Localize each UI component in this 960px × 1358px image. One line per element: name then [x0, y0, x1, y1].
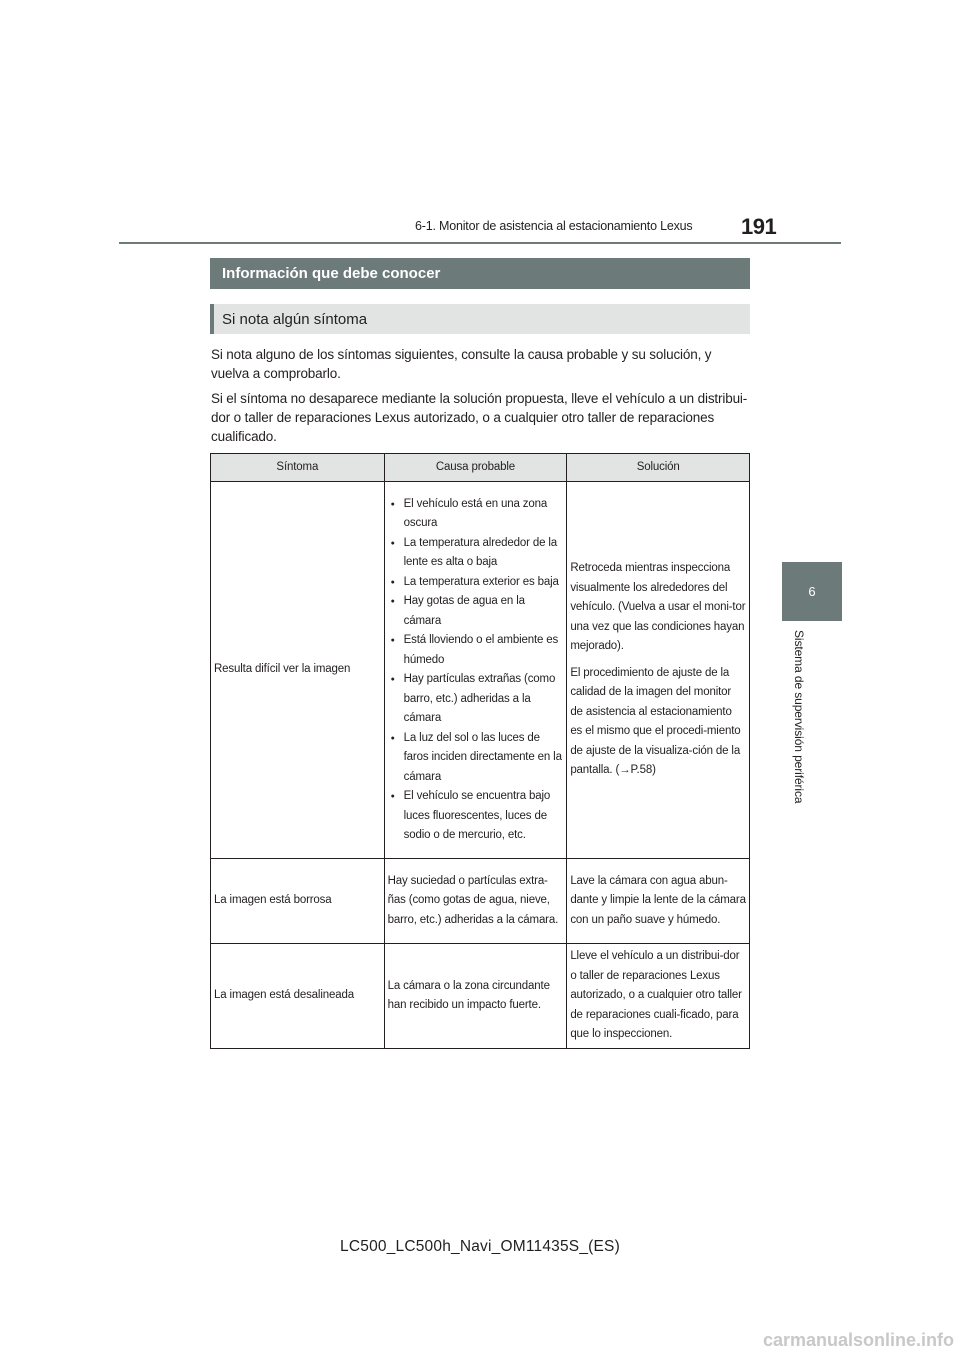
cause-cell: Hay suciedad o partículas extra-ñas (como gotas de agua, nieve, barro, etc.) adheridas a la cámara. [384, 859, 567, 944]
chapter-number: 6 [808, 584, 816, 599]
chapter-side-label: Sistema de supervisión periférica [792, 630, 806, 804]
subsection-heading [210, 304, 750, 334]
table-row [211, 859, 750, 944]
table-header-row [211, 454, 750, 482]
intro-paragraph: Si nota alguno de los síntomas siguientes, consulte la causa probable y su solución, y vuelva a comprobarlo. [211, 347, 712, 381]
solution-text: Retroceda mientras inspecciona visualmente los alrededores del vehículo. (Vuelva a usar el moni-tor una vez que las condiciones hayan mejorado). [570, 562, 746, 653]
list-item: ● La temperatura exterior es baja [388, 573, 564, 593]
subsection-title: Si nota algún síntoma [222, 310, 368, 328]
page-number: 191 [741, 214, 777, 239]
cause-cell: La cámara o la zona circundante han recibido un impacto fuerte. [384, 944, 567, 1049]
section-title: Información que debe conocer [222, 265, 441, 282]
site-watermark: carmanualsonline.info [762, 1330, 954, 1350]
header-section-title: 6-1. Monitor de asistencia al estacionamiento Lexus [415, 219, 693, 233]
manual-code: LC500_LC500h_Navi_OM11435S_(ES) [340, 1238, 620, 1255]
list-item: ● El vehículo está en una zona oscura [388, 495, 564, 534]
symptom-cell: Resulta difícil ver la imagen [211, 482, 385, 859]
cause-list [388, 495, 564, 846]
symptom-cell: La imagen está borrosa [211, 859, 385, 944]
symptom-cell: La imagen está desalineada [211, 944, 385, 1049]
header-symptom: Síntoma [211, 454, 385, 482]
section-heading [210, 258, 750, 289]
solution-cell: Lleve el vehículo a un distribui-dor o taller de reparaciones Lexus autorizado, o a cualquier otro taller de reparaciones cuali-ficado, para que lo inspeccionen. [567, 944, 750, 1049]
list-item: ● Hay partículas extrañas (como barro, etc.) adheridas a la cámara [388, 670, 564, 729]
advice-paragraph: Si el síntoma no desaparece mediante la solución propuesta, lleve el vehículo a un distribui-dor o taller de reparaciones Lexus autorizado, o a cualquier otro taller de reparaciones cualificado. [211, 391, 748, 444]
table-row [211, 482, 750, 859]
symptom-table [210, 453, 750, 1049]
solution-cell [567, 482, 750, 859]
cause-cell [384, 482, 567, 859]
chapter-tab [782, 562, 842, 621]
header-solution: Solución [567, 454, 750, 482]
list-item: ● Está lloviendo o el ambiente es húmedo [388, 631, 564, 670]
solution-text: El procedimiento de ajuste de la calidad de la imagen del monitor de asistencia al estacionamiento es el mismo que el procedi-miento de ajuste de la visualiza-ción de la pantalla. (→P.58) [570, 666, 741, 777]
header-divider [119, 242, 841, 244]
list-item: ● El vehículo se encuentra bajo luces fluorescentes, luces de sodio o de mercurio, etc. [388, 787, 564, 846]
table-row [211, 944, 750, 1049]
list-item: ● Hay gotas de agua en la cámara [388, 592, 564, 631]
list-item: ● La luz del sol o las luces de faros inciden directamente en la cámara [388, 729, 564, 788]
solution-cell: Lave la cámara con agua abun-dante y limpie la lente de la cámara con un paño suave y húmedo. [567, 859, 750, 944]
list-item: ● La temperatura alrededor de la lente es alta o baja [388, 534, 564, 573]
header-cause: Causa probable [384, 454, 567, 482]
